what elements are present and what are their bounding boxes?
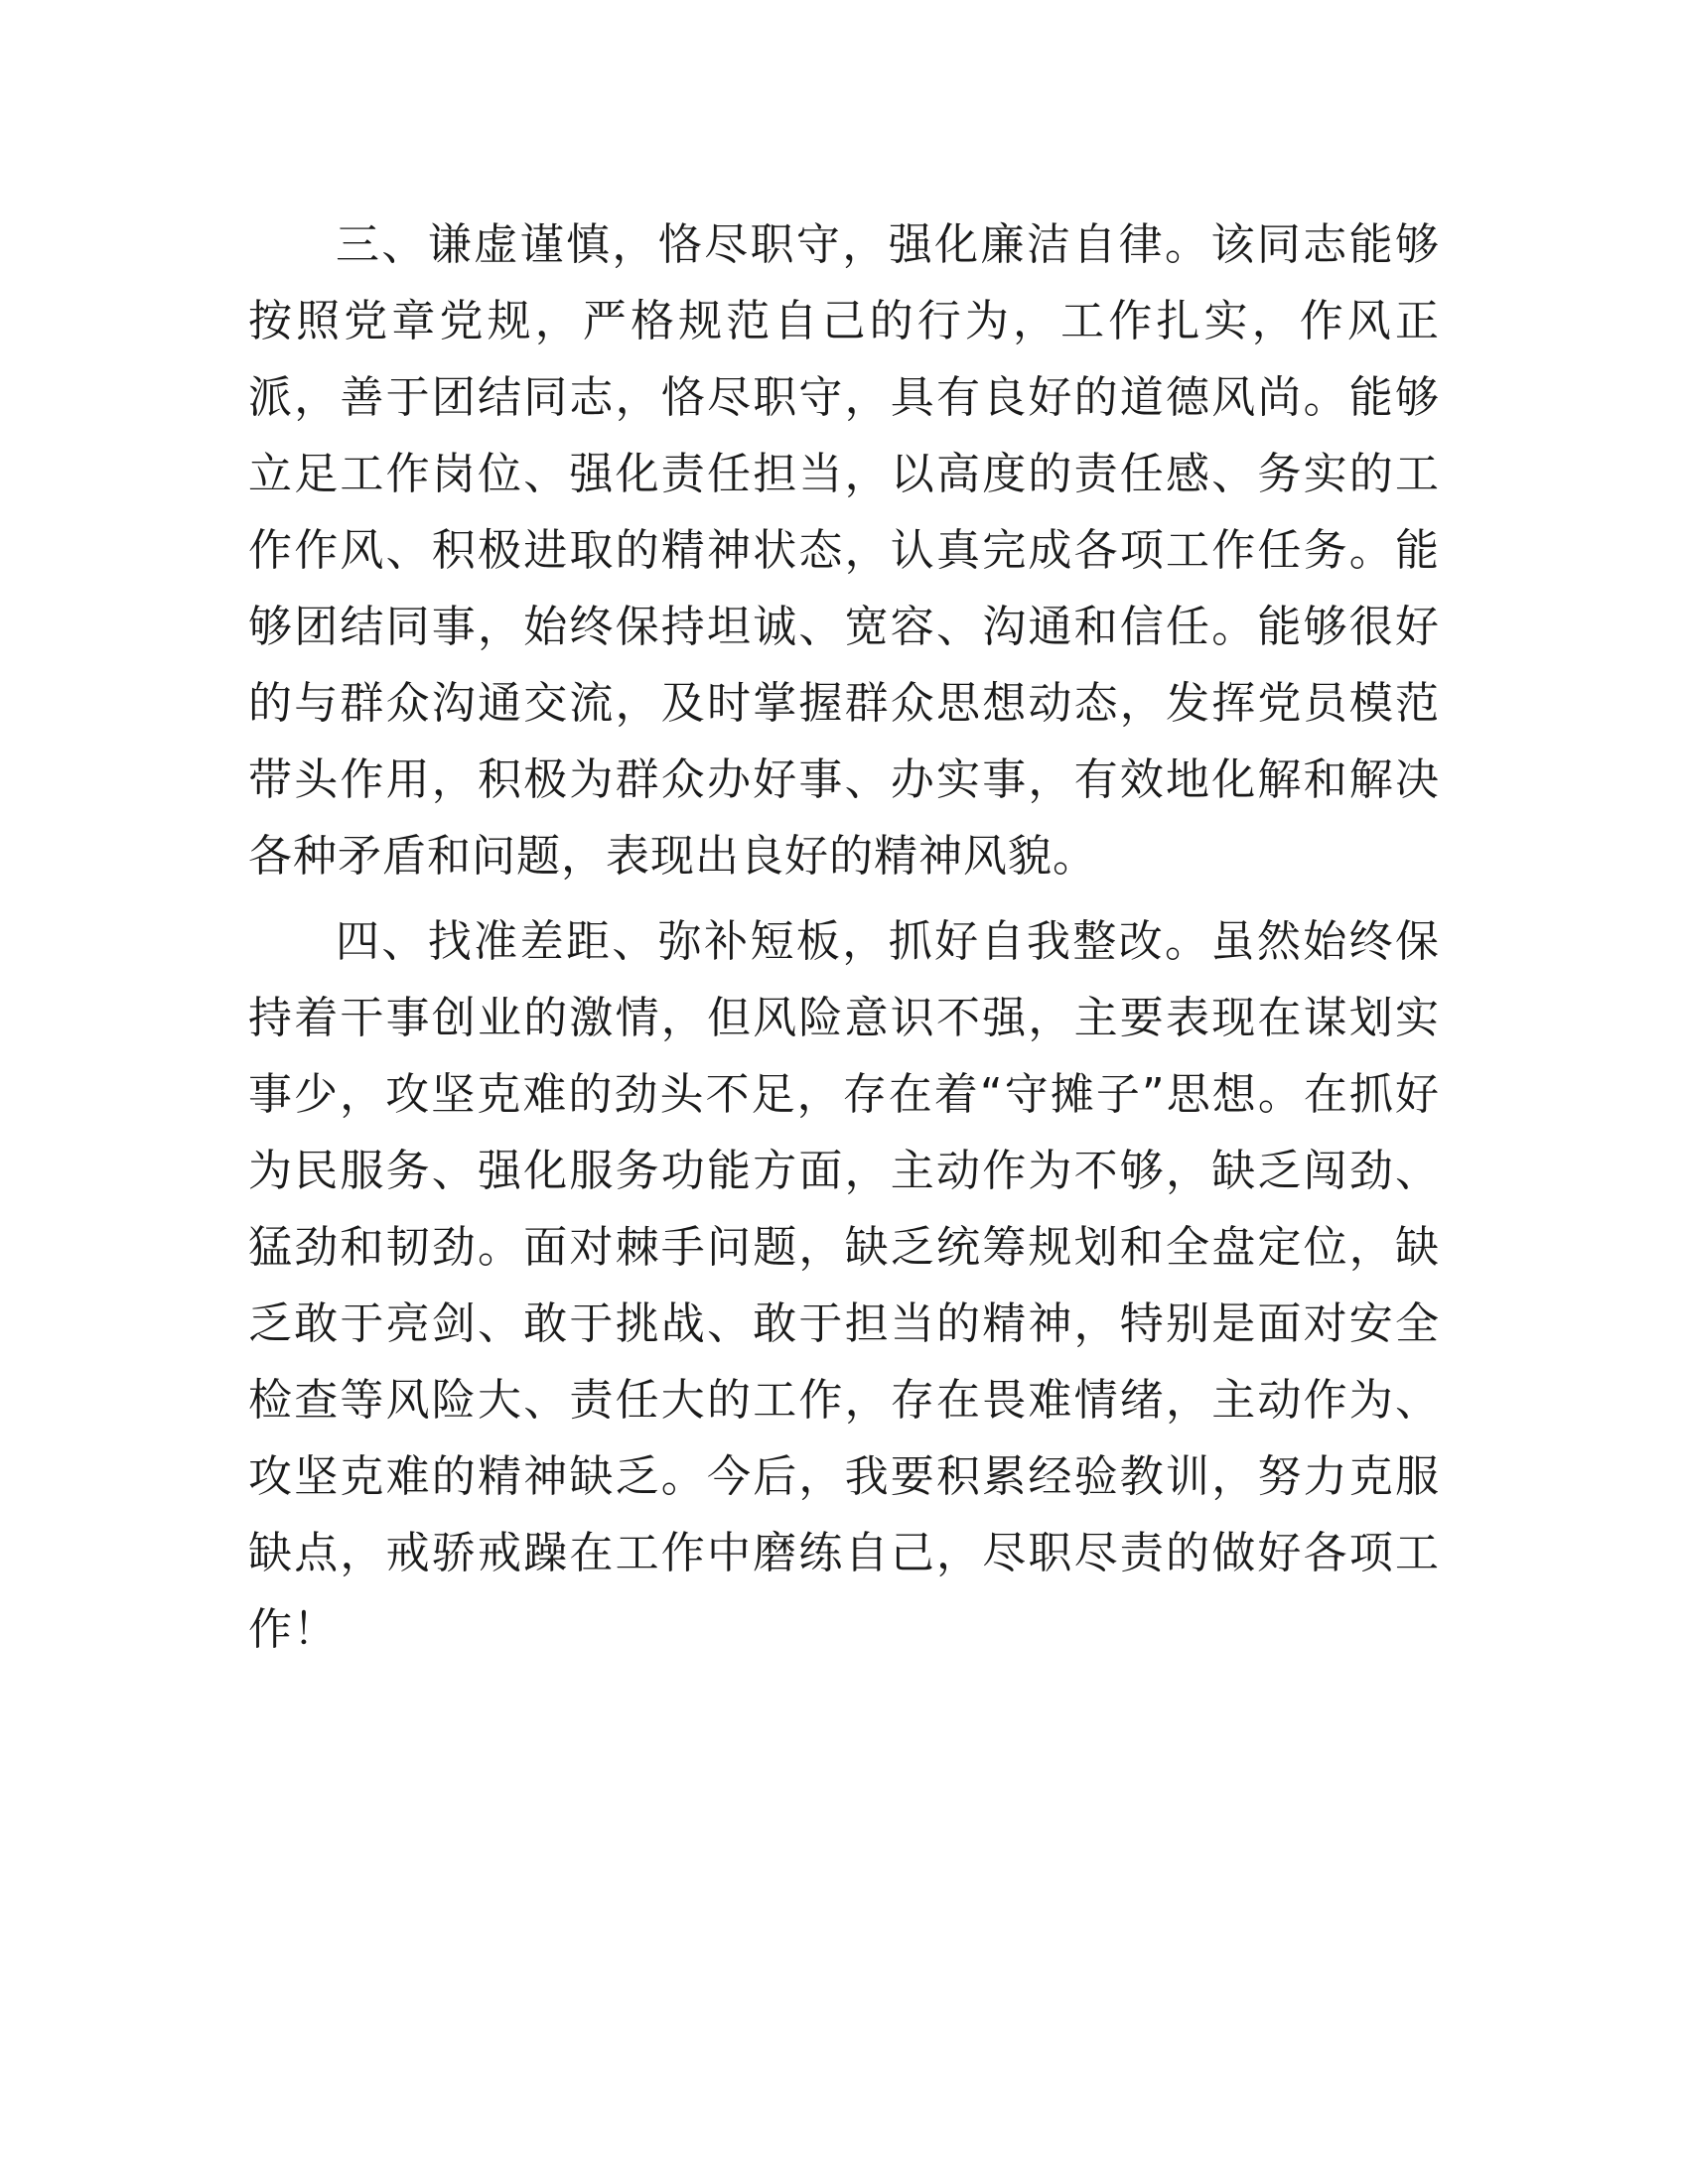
paragraph-section-three: 三、谦虚谨慎，恪尽职守，强化廉洁自律。该同志能够按照党章党规，严格规范自己的行为，工作扎实，作风正派，善于团结同志，恪尽职守，具有良好的道德风尚。能够立足工作岗位、强化责任担当，以高度的责任感、务实的工作作风、积极进取的精神状态，认真完成各项工作任务。能够团结同事，始终保持坦诚、宽容、沟通和信任。能够很好的与群众沟通交流，及时掌握群众思想动态，发挥党员模范带头作用，积极为群众办好事、办实事，有效地化解和解决各种矛盾和问题，表现出良好的精神风貌。 [248, 219, 1440, 882]
document-body [248, 206, 1440, 1668]
paragraph-section-four: 四、找准差距、弥补短板，抓好自我整改。虽然始终保持着干事创业的激情，但风险意识不强，主要表现在谋划实事少，攻坚克难的劲头不足，存在着“守摊子”思想。在抓好为民服务、强化服务功能方面，主动作为不够，缺乏闯劲、猛劲和韧劲。面对棘手问题，缺乏统筹规划和全盘定位，缺乏敢于亮剑、敢于挑战、敢于担当的精神，特别是面对安全检查等风险大、责任大的工作，存在畏难情绪，主动作为、攻坚克难的精神缺乏。今后，我要积累经验教训，努力克服缺点，戒骄戒躁在工作中磨练自己，尽职尽责的做好各项工作！ [248, 916, 1440, 1655]
